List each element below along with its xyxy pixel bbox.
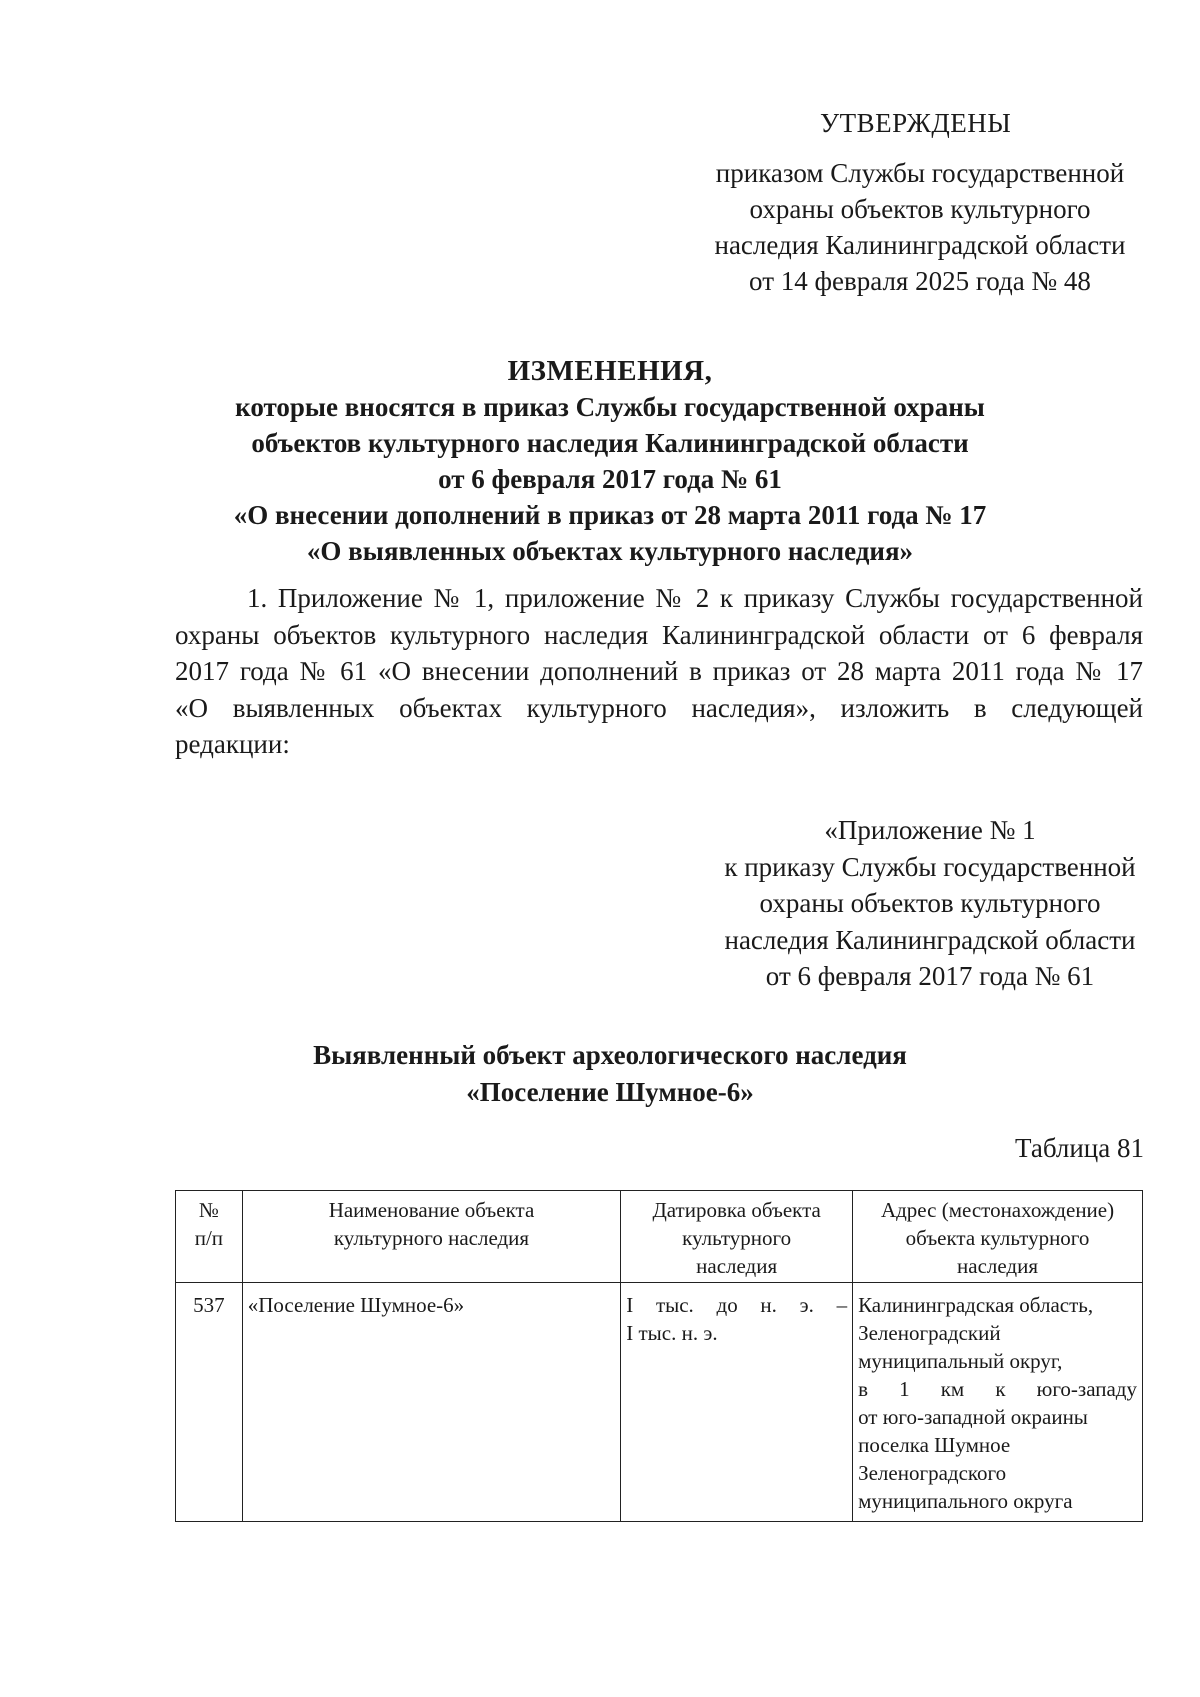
header-text: Датировка объекта <box>652 1198 821 1222</box>
table-row <box>176 1283 1143 1522</box>
header-text: п/п <box>194 1226 224 1250</box>
approval-block <box>690 155 1150 299</box>
appendix-line: охраны объектов культурного <box>759 888 1101 918</box>
header-text: культурного <box>682 1226 792 1250</box>
appendix-line: «Приложение № 1 <box>824 815 1036 845</box>
header-text: № <box>198 1198 219 1222</box>
cell-name: «Поселение Шумное-6» <box>242 1283 621 1522</box>
appendix-block <box>700 812 1160 995</box>
cell-address-line: Калининградская область, <box>858 1293 1094 1317</box>
changes-heading: ИЗМЕНЕНИЯ, <box>507 355 713 387</box>
header-address <box>853 1191 1143 1283</box>
paragraph-line: 2017 года № 61 «О внесении дополнений в приказ от 28 марта 2011 года № 17 <box>175 656 1143 686</box>
header-text: наследия <box>957 1254 1039 1278</box>
cell-number: 537 <box>176 1283 243 1522</box>
cell-address-line: в 1 км к юго-западу <box>858 1377 1137 1401</box>
cell-address-line: от юго-западной окраины <box>858 1405 1088 1429</box>
approval-line: приказом Службы государственной <box>715 158 1125 188</box>
cell-date-line: I тыс. н. э. <box>626 1321 718 1345</box>
object-title <box>160 1037 1060 1111</box>
cell-address-line: муниципального округа <box>858 1489 1073 1513</box>
approval-line: наследия Калининградской области <box>714 230 1126 260</box>
header-name <box>242 1191 621 1283</box>
cell-date <box>621 1283 853 1522</box>
heritage-table <box>175 1190 1143 1522</box>
header-date <box>621 1191 853 1283</box>
table-header-row <box>176 1191 1143 1283</box>
changes-line: которые вносятся в приказ Службы государственной охраны <box>235 392 985 422</box>
object-title-line: «Поселение Шумное-6» <box>466 1077 754 1107</box>
appendix-line: наследия Калининградской области <box>724 924 1136 955</box>
changes-line: от 6 февраля 2017 года № 61 <box>438 464 782 494</box>
paragraph-line: редакции: <box>175 729 290 759</box>
changes-line: «О внесении дополнений в приказ от 28 марта 2011 года № 17 <box>233 500 987 530</box>
cell-address-line: Зеленоградский <box>858 1321 1001 1345</box>
header-text: культурного наследия <box>333 1226 530 1250</box>
cell-date-line: I тыс. до н. э. – <box>626 1293 848 1317</box>
changes-line: «О выявленных объектах культурного наследия» <box>306 536 914 566</box>
paragraph-1 <box>175 580 1143 763</box>
approval-title: УТВЕРЖДЕНЫ <box>820 108 1012 138</box>
approval-line: от 14 февраля 2025 года № 48 <box>749 266 1091 296</box>
cell-address-line: поселка Шумное <box>858 1433 1011 1457</box>
cell-address-line: Зеленоградского <box>858 1461 1007 1485</box>
object-title-line: Выявленный объект археологического наследия <box>313 1040 907 1070</box>
table-label: Таблица 81 <box>1015 1133 1144 1163</box>
header-text: объекта культурного <box>905 1226 1090 1250</box>
paragraph-line: охраны объектов культурного наследия Калининградской области от 6 февраля <box>175 619 1143 650</box>
approval-line: охраны объектов культурного <box>749 194 1091 224</box>
header-text: наследия <box>696 1254 778 1278</box>
cell-address-line: муниципальный округ, <box>858 1349 1063 1373</box>
appendix-line: от 6 февраля 2017 года № 61 <box>765 961 1095 991</box>
header-text: Наименование объекта <box>328 1198 535 1222</box>
paragraph-line: 1. Приложение № 1, приложение № 2 к приказу Службы государственной <box>247 583 1143 613</box>
header-number <box>176 1191 243 1283</box>
appendix-line: к приказу Службы государственной <box>724 851 1136 882</box>
changes-heading-block <box>160 353 1060 569</box>
cell-address <box>853 1283 1143 1522</box>
paragraph-line: «О выявленных объектах культурного наследия», изложить в следующей <box>175 692 1143 723</box>
changes-line: объектов культурного наследия Калининградской области <box>251 428 969 458</box>
header-text: Адрес (местонахождение) <box>880 1198 1115 1222</box>
